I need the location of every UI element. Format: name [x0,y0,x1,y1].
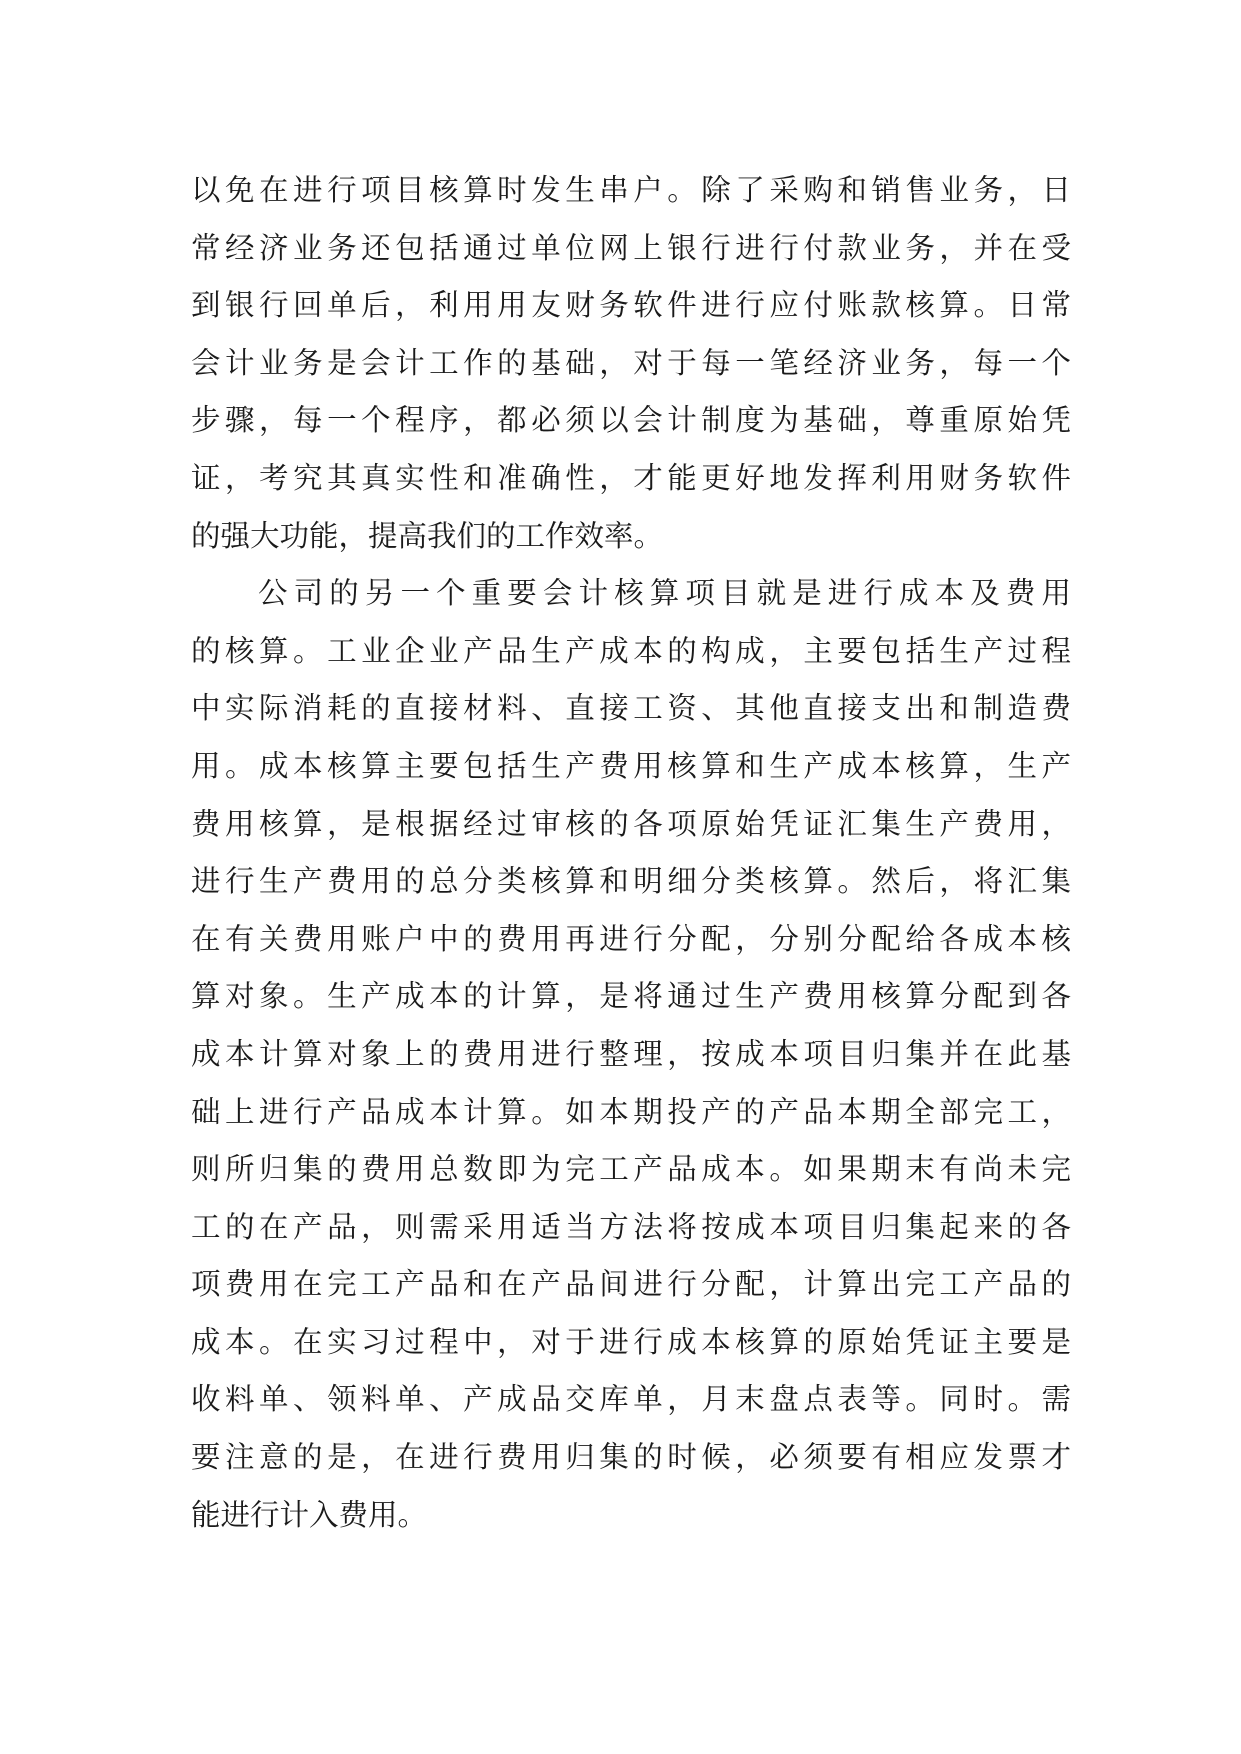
text-line: 步骤，每一个程序，都必须以会计制度为基础，尊重原始凭 [191,403,1071,438]
text-line: 工的在产品，则需采用适当方法将按成本项目归集起来的各 [191,1209,1071,1244]
text-line: 公司的另一个重要会计核算项目就是进行成本及费用 [258,576,1071,611]
text-line: 费用核算，是根据经过审核的各项原始凭证汇集生产费用， [191,806,1071,841]
text-line: 要注意的是，在进行费用归集的时候，必须要有相应发票才 [191,1440,1071,1475]
text-line: 成本。在实习过程中，对于进行成本核算的原始凭证主要是 [191,1324,1071,1359]
text-line: 在有关费用账户中的费用再进行分配，分别分配给各成本核 [191,921,1071,956]
text-line: 能进行计入费用。 [191,1497,428,1532]
paragraph-2 [191,565,1071,1544]
text-line: 用。成本核算主要包括生产费用核算和生产成本核算，生产 [191,748,1071,783]
text-line: 础上进行产品成本计算。如本期投产的产品本期全部完工， [191,1094,1071,1129]
text-line: 证，考究其真实性和准确性，才能更好地发挥利用财务软件 [191,460,1071,495]
body-text [191,162,1071,1544]
paragraph-1 [191,162,1071,565]
text-line: 的核算。工业企业产品生产成本的构成，主要包括生产过程 [191,633,1071,668]
text-line: 会计业务是会计工作的基础，对于每一笔经济业务，每一个 [191,345,1071,380]
text-line: 成本计算对象上的费用进行整理，按成本项目归集并在此基 [191,1036,1071,1071]
text-line: 以免在进行项目核算时发生串户。除了采购和销售业务，日 [191,173,1071,207]
text-line: 算对象。生产成本的计算，是将通过生产费用核算分配到各 [191,979,1071,1014]
text-line: 项费用在完工产品和在产品间进行分配，计算出完工产品的 [191,1267,1071,1302]
text-line: 则所归集的费用总数即为完工产品成本。如果期末有尚未完 [191,1152,1071,1187]
text-line: 到银行回单后，利用用友财务软件进行应付账款核算。日常 [191,288,1071,323]
text-line: 的强大功能，提高我们的工作效率。 [191,518,664,553]
text-line: 进行生产费用的总分类核算和明细分类核算。然后，将汇集 [191,864,1071,899]
text-line: 常经济业务还包括通过单位网上银行进行付款业务，并在受 [191,230,1071,265]
text-line: 收料单、领料单、产成品交库单，月末盘点表等。同时。需 [191,1382,1071,1417]
text-line: 中实际消耗的直接材料、直接工资、其他直接支出和制造费 [191,691,1071,726]
